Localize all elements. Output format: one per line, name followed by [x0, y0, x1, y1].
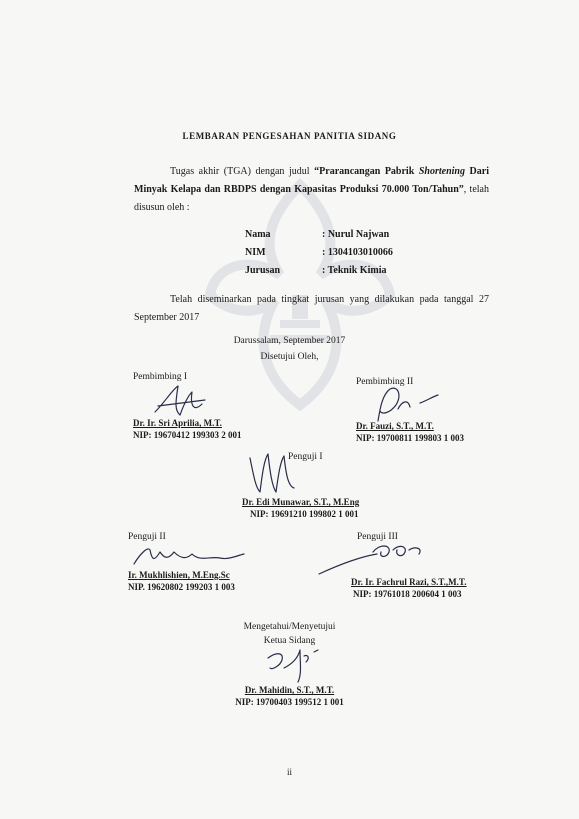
penguji2-signature	[130, 540, 248, 570]
pembimbing2-nip: NIP: 19700811 199803 1 003	[356, 433, 464, 443]
penguji2-name: Ir. Mukhlishien, M.Eng.Sc	[128, 570, 230, 580]
penguji1-role: Penguji I	[288, 452, 323, 462]
nim-label: NIM	[245, 247, 266, 258]
penguji1-name: Dr. Edi Munawar, S.T., M.Eng	[242, 497, 360, 507]
jurusan-value: : Teknik Kimia	[322, 265, 387, 276]
page-title: LEMBARAN PENGESAHAN PANITIA SIDANG	[182, 131, 397, 141]
pembimbing1-nip: NIP: 19670412 199303 2 001	[133, 430, 242, 440]
penguji3-signature	[315, 538, 435, 578]
pembimbing1-role: Pembimbing I	[133, 372, 188, 382]
penguji3-name: Dr. Ir. Fachrul Razi, S.T.,M.T.	[351, 577, 467, 587]
intro-suffix: , telah disusun oleh :	[134, 184, 489, 213]
penguji3-nip: NIP: 19761018 200604 1 003	[353, 589, 462, 599]
thesis-title-open: “Prarancangan Pabrik	[314, 166, 419, 177]
penguji3-role: Penguji III	[357, 532, 398, 542]
intro-prefix: Tugas akhir (TGA) dengan judul	[170, 166, 315, 177]
acknowledge-text: Mengetahui/Menyetujui	[243, 622, 336, 632]
name-label: Nama	[245, 229, 271, 240]
pembimbing1-signature	[150, 382, 210, 420]
chair-role: Ketua Sidang	[263, 636, 316, 646]
chair-name: Dr. Mahidin, S.T., M.T.	[244, 685, 335, 695]
pembimbing2-role: Pembimbing II	[356, 377, 414, 387]
pembimbing2-name: Dr. Fauzi, S.T., M.T.	[356, 421, 434, 431]
penguji1-nip: NIP: 19691210 199802 1 001	[250, 509, 359, 519]
approved-by: Disetujui Oleh,	[260, 352, 319, 362]
penguji2-nip: NIP. 19620802 199203 1 003	[128, 582, 235, 592]
pembimbing2-signature	[368, 385, 443, 425]
name-value: : Nurul Najwan	[322, 229, 390, 240]
pembimbing1-name: Dr. Ir. Sri Aprilia, M.T.	[133, 418, 222, 428]
seminar-paragraph: Telah diseminarkan pada tingkat jurusan yang dilakukan pada tanggal 27 September 2017	[134, 294, 489, 323]
nim-value: : 1304103010066	[322, 247, 393, 258]
page-number: ii	[286, 767, 292, 777]
penguji2-role: Penguji II	[128, 532, 166, 542]
thesis-title-rest: Dari Minyak Kelapa dan RBDPS dengan Kapasitas Produksi 70.000 Ton/Tahun”	[134, 166, 489, 195]
chair-signature	[262, 644, 332, 686]
jurusan-label: Jurusan	[245, 265, 281, 276]
intro-paragraph	[134, 163, 489, 217]
chair-nip: NIP: 19700403 199512 1 001	[235, 697, 344, 707]
place-date: Darussalam, September 2017	[233, 336, 346, 346]
thesis-title-italic: Shortening	[418, 166, 465, 177]
